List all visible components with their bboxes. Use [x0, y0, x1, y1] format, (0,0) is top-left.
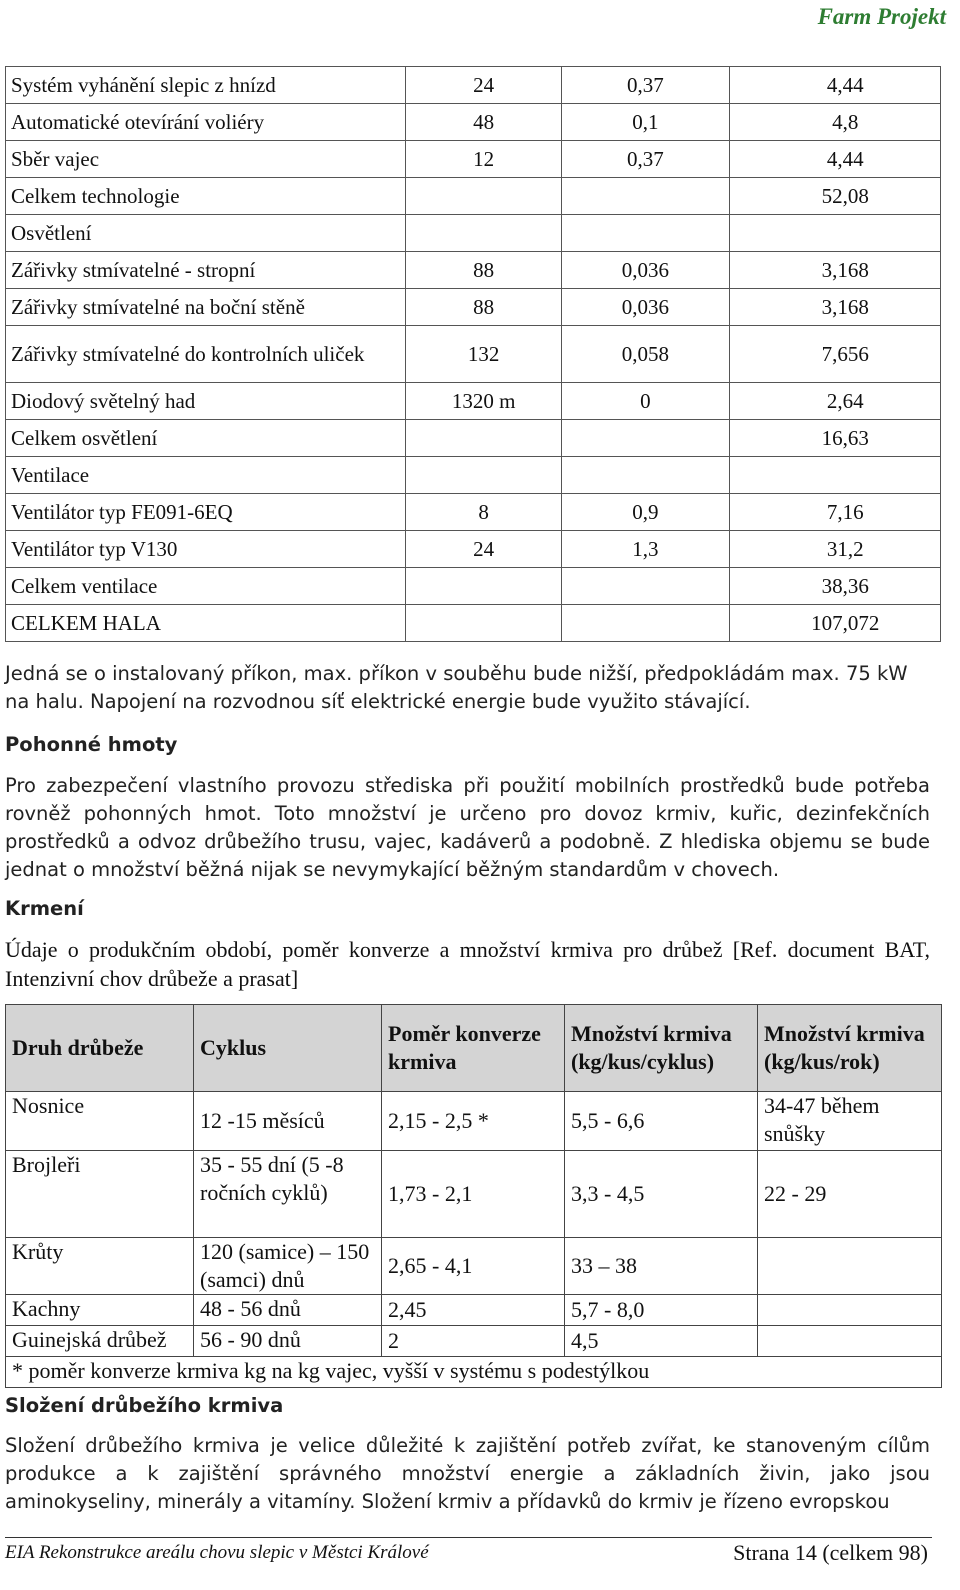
- power-label: Ventilátor typ FE091-6EQ: [6, 494, 406, 531]
- feed-per-cycle: 4,5: [565, 1326, 758, 1357]
- power-row: [6, 215, 941, 252]
- feed-header-per-cycle: Množství krmiva (kg/kus/cyklus): [565, 1005, 758, 1092]
- power-label: Osvětlení: [6, 215, 406, 252]
- power-kw: 0,036: [562, 252, 729, 289]
- power-row: [6, 104, 941, 141]
- power-qty: 12: [406, 141, 562, 178]
- feed-species: Krůty: [6, 1238, 194, 1295]
- feed-cycle: 120 (samice) – 150 (samci) dnů: [194, 1238, 382, 1295]
- feed-per-year: [758, 1326, 942, 1357]
- feed-ratio: 2,45: [382, 1295, 565, 1326]
- feed-per-year: 34-47 během snůšky: [758, 1092, 942, 1151]
- power-kw: 0,058: [562, 326, 729, 383]
- power-label: Zářivky stmívatelné - stropní: [6, 252, 406, 289]
- power-label: Zářivky stmívatelné na boční stěně: [6, 289, 406, 326]
- power-total: 3,168: [729, 252, 940, 289]
- feed-row: [6, 1092, 942, 1151]
- feed-row: [6, 1295, 942, 1326]
- power-consumption-table: [5, 66, 941, 642]
- power-kw: 0,036: [562, 289, 729, 326]
- power-total: 7,16: [729, 494, 940, 531]
- power-row: [6, 289, 941, 326]
- power-qty: 88: [406, 289, 562, 326]
- power-total: [729, 457, 940, 494]
- feed-ratio: 1,73 - 2,1: [382, 1151, 565, 1238]
- feed-row: [6, 1151, 942, 1238]
- feed-per-year: [758, 1238, 942, 1295]
- power-kw: [562, 215, 729, 252]
- power-total: 2,64: [729, 383, 940, 420]
- feed-per-year: 22 - 29: [758, 1151, 942, 1238]
- feed-row: [6, 1238, 942, 1295]
- feed-per-cycle: 5,7 - 8,0: [565, 1295, 758, 1326]
- feed-footnote: * poměr konverze krmiva kg na kg vajec, vyšší v systému s podestýlkou: [6, 1357, 942, 1388]
- feed-header-per-year: Množství krmiva (kg/kus/rok): [758, 1005, 942, 1092]
- power-qty: 8: [406, 494, 562, 531]
- power-row: [6, 605, 941, 642]
- power-total: 16,63: [729, 420, 940, 457]
- power-label: Ventilátor typ V130: [6, 531, 406, 568]
- power-label: Celkem osvětlení: [6, 420, 406, 457]
- feed-per-cycle: 3,3 - 4,5: [565, 1151, 758, 1238]
- power-kw: 0,37: [562, 67, 729, 104]
- power-kw: [562, 178, 729, 215]
- feed-per-cycle: 33 – 38: [565, 1238, 758, 1295]
- power-kw: [562, 568, 729, 605]
- power-qty: [406, 568, 562, 605]
- power-qty: 88: [406, 252, 562, 289]
- feed-per-year: [758, 1295, 942, 1326]
- feed-per-cycle: 5,5 - 6,6: [565, 1092, 758, 1151]
- feeding-heading: Krmení: [5, 897, 84, 920]
- power-row: [6, 494, 941, 531]
- power-total: [729, 215, 940, 252]
- feed-species: Nosnice: [6, 1092, 194, 1151]
- power-row: [6, 568, 941, 605]
- power-kw: 0,1: [562, 104, 729, 141]
- power-label: Celkem technologie: [6, 178, 406, 215]
- brand-logo-text: Farm Projekt: [817, 4, 946, 29]
- feed-header-ratio: Poměr konverze krmiva: [382, 1005, 565, 1092]
- power-row: [6, 326, 941, 383]
- power-kw: 0,9: [562, 494, 729, 531]
- power-qty: 132: [406, 326, 562, 383]
- power-total: 31,2: [729, 531, 940, 568]
- feed-ratio: 2,15 - 2,5 *: [382, 1092, 565, 1151]
- power-qty: 24: [406, 531, 562, 568]
- power-kw: 1,3: [562, 531, 729, 568]
- power-row: [6, 252, 941, 289]
- feed-row: [6, 1326, 942, 1357]
- composition-heading: Složení drůbežího krmiva: [5, 1394, 284, 1417]
- power-row: [6, 457, 941, 494]
- power-total: 38,36: [729, 568, 940, 605]
- power-qty: [406, 605, 562, 642]
- power-qty: [406, 457, 562, 494]
- power-qty: 48: [406, 104, 562, 141]
- power-total: 7,656: [729, 326, 940, 383]
- power-row: [6, 420, 941, 457]
- power-kw: [562, 420, 729, 457]
- power-kw: [562, 457, 729, 494]
- feed-footnote-row: [6, 1357, 942, 1388]
- feed-ratio: 2: [382, 1326, 565, 1357]
- power-label: Zářivky stmívatelné do kontrolních uliček: [6, 326, 406, 383]
- power-total: 4,8: [729, 104, 940, 141]
- feed-header-cycle: Cyklus: [194, 1005, 382, 1092]
- feed-ratio: 2,65 - 4,1: [382, 1238, 565, 1295]
- feed-species: Kachny: [6, 1295, 194, 1326]
- power-row: [6, 531, 941, 568]
- power-qty: 24: [406, 67, 562, 104]
- power-total: 4,44: [729, 67, 940, 104]
- feed-species: Brojleři: [6, 1151, 194, 1238]
- fuel-paragraph: Pro zabezpečení vlastního provozu střediska při použití mobilních prostředků bude potřeba rovněž pohonných hmot. Toto množství je určeno pro dovoz krmiv, kuřic, dezinfekčních prostředků a odvoz drůbežího trusu, vajec, kadáverů a podobně. Z hlediska objemu se bude jednat o množství běžná nijak se nevymykající běžným standardům v chovech.: [5, 774, 930, 881]
- footer-doc-title: EIA Rekonstrukce areálu chovu slepic v Městci Králové: [5, 1542, 429, 1563]
- feed-cycle: 56 - 90 dnů: [194, 1326, 382, 1357]
- power-label: Diodový světelný had: [6, 383, 406, 420]
- composition-paragraph: Složení drůbežího krmiva je velice důležité k zajištění potřeb zvířat, ke stanoveným cílům produkce a k zajištění správného množství energie a základních živin, jako jsou aminokyseliny, minerály a vitamíny. Složení krmiv a přídavků do krmiv je řízeno evropskou: [5, 1434, 930, 1513]
- fuel-heading: Pohonné hmoty: [5, 733, 178, 756]
- power-qty: [406, 215, 562, 252]
- power-total: 4,44: [729, 141, 940, 178]
- power-label: Automatické otevírání voliéry: [6, 104, 406, 141]
- power-kw: [562, 605, 729, 642]
- feed-species: Guinejská drůbež: [6, 1326, 194, 1357]
- power-label: Systém vyhánění slepic z hnízd: [6, 67, 406, 104]
- power-label: Ventilace: [6, 457, 406, 494]
- power-label: Celkem ventilace: [6, 568, 406, 605]
- power-total: 3,168: [729, 289, 940, 326]
- power-total: 107,072: [729, 605, 940, 642]
- feed-cycle: 35 - 55 dní (5 -8 ročních cyklů): [194, 1151, 382, 1238]
- power-row: [6, 67, 941, 104]
- footer-page-number: Strana 14 (celkem 98): [733, 1540, 928, 1565]
- power-row: [6, 178, 941, 215]
- power-kw: 0: [562, 383, 729, 420]
- power-row: [6, 383, 941, 420]
- power-qty: 1320 m: [406, 383, 562, 420]
- feed-table: [5, 1004, 942, 1388]
- feed-header-species: Druh drůbeže: [6, 1005, 194, 1092]
- power-label: CELKEM HALA: [6, 605, 406, 642]
- power-note: Jedná se o instalovaný příkon, max. příkon v souběhu bude nižší, předpokládám max. 75 kW na halu. Napojení na rozvodnou síť elektrické energie bude využito stávající.: [5, 662, 908, 713]
- power-row: [6, 141, 941, 178]
- power-total: 52,08: [729, 178, 940, 215]
- power-qty: [406, 178, 562, 215]
- feed-cycle: 48 - 56 dnů: [194, 1295, 382, 1326]
- power-qty: [406, 420, 562, 457]
- power-label: Sběr vajec: [6, 141, 406, 178]
- power-kw: 0,37: [562, 141, 729, 178]
- feeding-intro: Údaje o produkčním období, poměr konverze a množství krmiva pro drůbež [Ref. document BAT, Intenzivní chov drůbeže a prasat]: [5, 937, 930, 991]
- feed-cycle: 12 -15 měsíců: [194, 1092, 382, 1151]
- footer-divider: [5, 1537, 932, 1538]
